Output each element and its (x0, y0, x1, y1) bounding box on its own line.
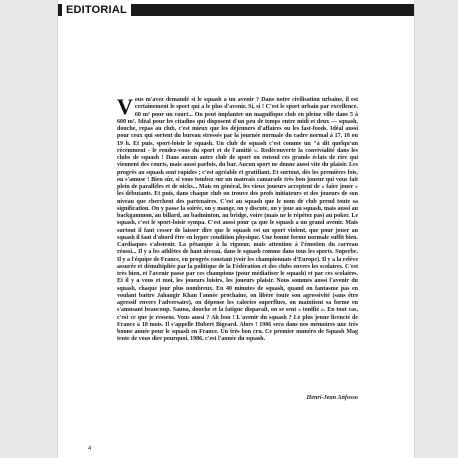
article-body-text: ous m'avez demandé si le squash a un avenir ? Dans notre civilisation urbaine, il est certainement le sport qui a le plus d'avenir. Si, si ! C'est le sport urbain par excellence. 60 m² pour un court... On peut implanter un magnifique club en pleine ville dans 5 à 600 m². Idéal pour les citadins qui disposent d'un peu de temps entre midi et deux — squash, douche, repas au club, c'est mieux que les déjeuners d'affaires ou les fast-foods. Idéal aussi pour ceux qui sortent du bureau stressés par la journée normale du cadre normal à 17, 18 ou 19 h. Et puis, sport-loisir le squash. Un club de squash c'est comme un "à dit quelqu'un récemment - le rendez-vous du sport et de l'amitié ». Redécouverte la convivialité dans les clubs de squash ! Dans aucun autre club de sport on entend ces grands éclats de rire qui viennent des courts, mais aussi parfois, du bar. Aucun sport ne donne aussi vite du plaisir. Les progrès au squash sont rapides ; c'est agréable et gratifiant. Et surtout, dès les premières fois, on s'amuse ! Bien sûr, si vous tombez sur un mauvais camarade très bon joueur qui vous fait plein de parallèles et de nicks... Mais en général, les vieux joueurs acceptent de « faire jouer » les débutants. Et puis, dans chaque club on trouve des profs initiateurs et des joueurs de son niveau que cherchent des partenaires. C'est au squash que le nom de club prend toute sa signification. On y passe la soirée, on y mange, on y discute, on y joue au squash, mais aussi au backgammon, au billard, au badminton, au bridge, voire (mais ne le répétez pas) au poker. Le squash, c'est le sport-loisir sympa. C'est aussi pour ça que le squash a un grand avenir. Mais surtout il faut cesser de laisser dire que le squash est un sport violent, que pour jouer au squash il faut d'abord être en hyper condition physique. Une bonne forme normale suffit bien. Cardiaques s'abstenir. La pétanque à la rigueur, mais attention à l'émotion du carreau réussi... Il y a les athlètes de haut niveau, dans le squash comme dans tous les sports. Superbe. Il y a l'équipe de France, en progrès constant (voir les championnats d'Europe). Il y a la relève assurée et démultipliée par la politique de la Fédération et des clubs envers les scolaires. C'est très bien, et l'avenir passe par ces champions (pour médiatiser le squash) et par ces scolaires. Et il y a vous et moi, les joueurs loisirs, les joueurs plaisir. Nous sommes aussi l'avenir du squash, chaque jour plus nombreux. En 40 minutes de squash, quand on fantasme pas en voulant battre Jahangir Khan l'année prochaine, on libère toute son agressivité (sans être agressif envers l'adversaire), on dépense les calories superflues, on maintient sa forme en s'amusant beaucoup. Sauna, douche et la fatigue disparaît, on se sent « tonifié ». En tout cas, c'est ce que je ressens. Vous aussi ? Ah bon ! L'avenir du squash ? Le plus jeune licencié de France a 18 mois. Il s'appelle Hubert Bigeard. Alors ! 1986 sera dans nos mémoires une très bonne année pour le squash en France. Un très bon cru. Ce premier numéro de Squash Mag tente de vous dire pourquoi. 1986, c'est l'année du squash. (117, 97, 358, 343)
section-label: EDITORIAL (62, 3, 131, 17)
editorial-article (117, 94, 358, 344)
author-signature: Henri-Jean Anfosso (306, 394, 358, 401)
dropcap-letter: V (117, 94, 133, 119)
page-number: 4 (88, 446, 92, 452)
